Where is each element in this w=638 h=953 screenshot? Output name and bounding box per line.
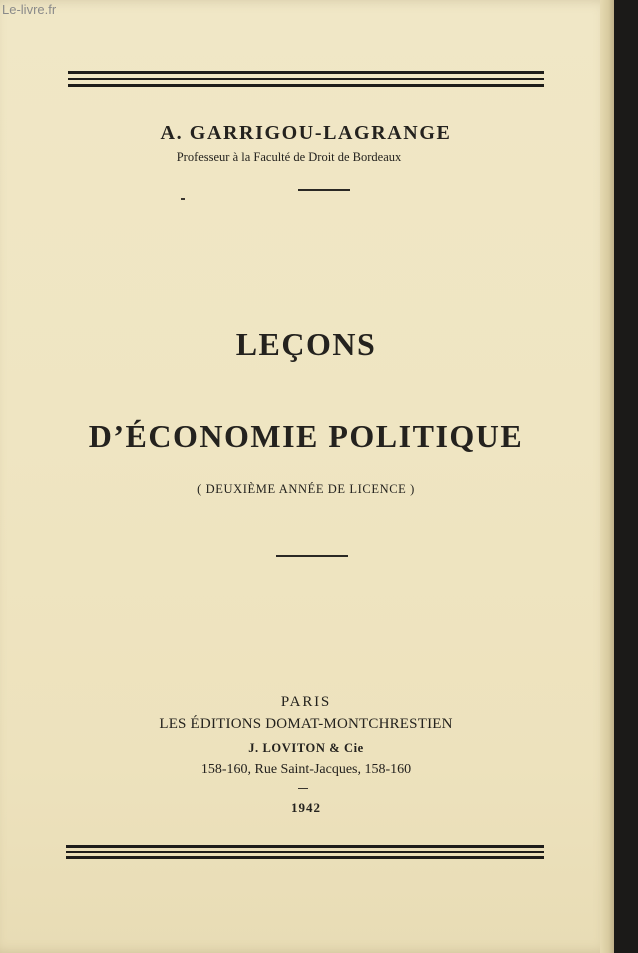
imprint-city: PARIS (280, 694, 332, 710)
watermark-text: Le-livre.fr (2, 2, 57, 17)
bottom-rule-3 (66, 856, 544, 859)
imprint-publisher: LES ÉDITIONS DOMAT-MONTCHRESTIEN (159, 716, 453, 732)
imprint-dash (298, 788, 308, 789)
imprint-printer: J. LOVITON & Cie (248, 741, 364, 755)
imprint-address: 158-160, Rue Saint-Jacques, 158-160 (200, 762, 412, 777)
title-line-2: D’ÉCONOMIE POLITIQUE (88, 418, 524, 454)
divider-middle (276, 555, 348, 557)
subtitle: ( DEUXIÈME ANNÉE DE LICENCE ) (197, 482, 415, 496)
top-rule-3 (68, 84, 544, 87)
top-rule-2 (68, 78, 544, 80)
author-affiliation: Professeur à la Faculté de Droit de Bordeaux (176, 150, 402, 164)
imprint-year: 1942 (291, 800, 321, 815)
bottom-rule-2 (66, 851, 544, 853)
bottom-rule-1 (66, 845, 544, 848)
divider-upper (298, 189, 350, 191)
author-name: A. GARRIGOU-LAGRANGE (160, 122, 452, 144)
title-line-1: LEÇONS (235, 326, 377, 362)
top-rule-1 (68, 71, 544, 74)
ink-speck (181, 198, 185, 200)
